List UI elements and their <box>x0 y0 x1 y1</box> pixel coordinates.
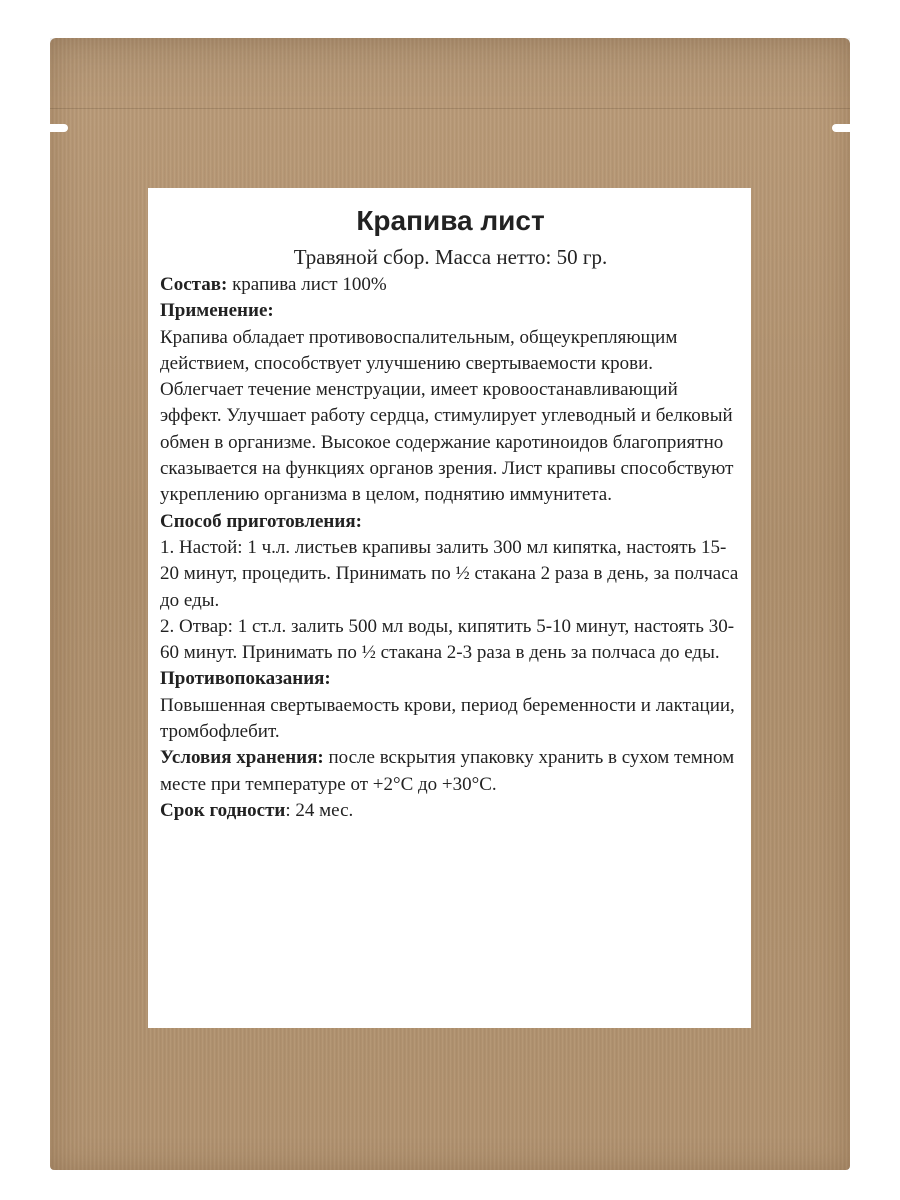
shelf-life-heading: Срок годности <box>160 799 286 821</box>
pouch-top-seal <box>50 38 850 109</box>
preparation-step-decoction: 2. Отвар: 1 ст.л. залить 500 мл воды, кипятить 5-10 минут, настоять 30-60 минут. Принимать по ½ стакана 2-3 раза в день за полчаса до еды. <box>160 615 735 664</box>
usage-text: Крапива обладает противовоспалительным, общеукрепляющим действием, способствует улучшению свертываемости крови. Облегчает течение менструации, имеет кровоостанавливающий эффект. Улучшает работу сердца, стимулирует углеводный и белковый обмен в организме. Высокое содержание каротиноидов благоприятно сказывается на функциях органов зрения. Лист крапивы способствуют укреплению организма в целом, поднятию иммунитета. <box>160 326 734 506</box>
storage-line <box>160 745 741 798</box>
usage-heading: Применение: <box>160 300 274 322</box>
composition-line <box>160 272 741 298</box>
shelf-life-line <box>160 798 741 824</box>
tear-notch-left <box>46 124 68 132</box>
storage-text: после вскрытия упаковку хранить в сухом темном месте при температуре от +2°С до +30°С. <box>160 747 735 795</box>
composition-heading: Состав: <box>160 274 228 295</box>
storage-heading: Условия хранения: <box>160 747 324 769</box>
shelf-life-text: : 24 мес. <box>285 799 354 821</box>
product-title: Крапива лист <box>356 205 545 236</box>
preparation-heading: Способ приготовления: <box>160 510 362 532</box>
product-subtitle: Травяной сбор. Масса нетто: 50 гр. <box>293 245 608 269</box>
composition-text: крапива лист 100% <box>227 274 387 295</box>
tear-notch-right <box>832 124 854 132</box>
preparation-step-infusion: 1. Настой: 1 ч.л. листьев крапивы залить 300 мл кипятка, настоять 15-20 минут, процедить. Принимать по ½ стакана 2 раза в день, за полчаса до еды. <box>160 536 739 611</box>
product-label <box>148 188 751 1028</box>
contraindications-heading: Противопоказания: <box>160 668 331 690</box>
contraindications-text: Повышенная свертываемость крови, период беременности и лактации, тромбофлебит. <box>160 694 735 743</box>
